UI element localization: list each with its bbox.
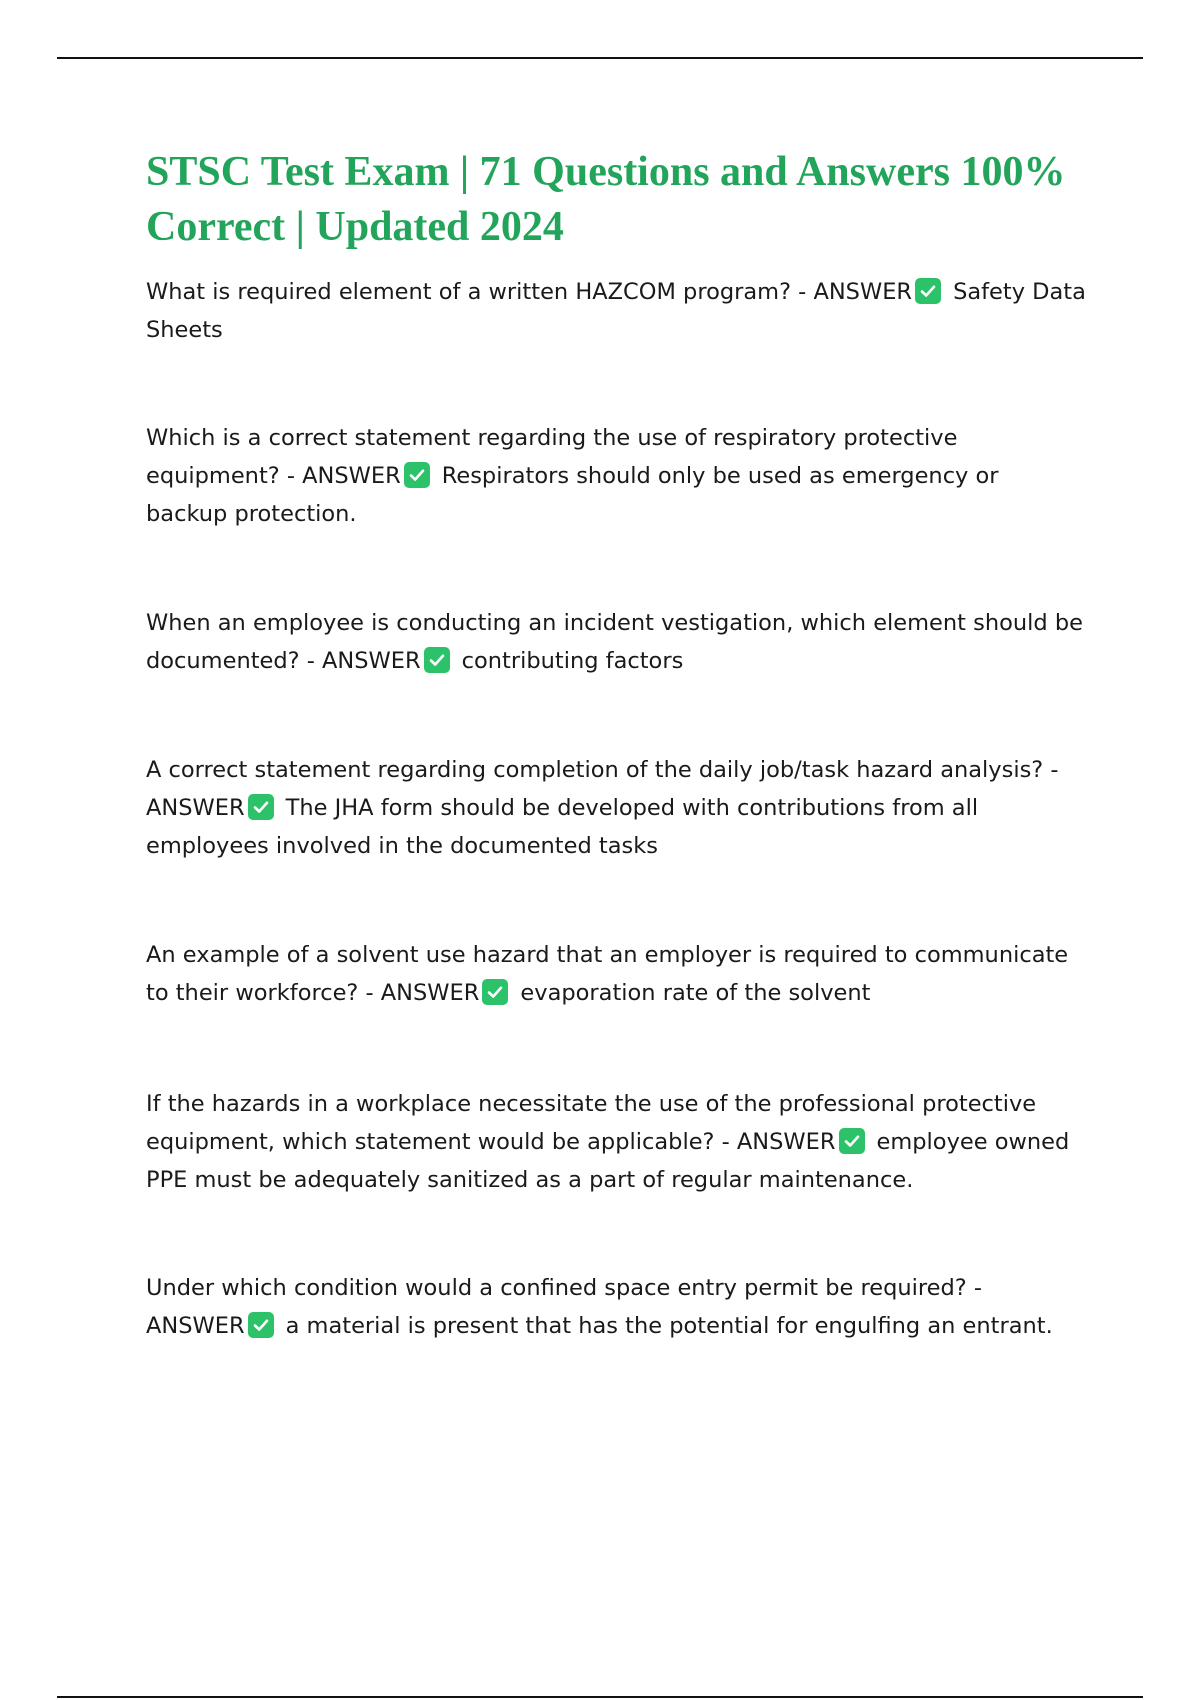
qa-item xyxy=(146,751,1086,865)
question-text: An example of a solvent use hazard that an employer is required to communicate to their workforce? - ANSWER xyxy=(146,942,1069,1006)
question-text: Under which condition would a confined space entry permit be required? - ANSWER xyxy=(146,1275,982,1339)
check-mark-icon xyxy=(248,1312,274,1338)
check-mark-icon xyxy=(915,278,941,304)
question-text: Which is a correct statement regarding the use of respiratory protective equipment? - ANSWER xyxy=(146,425,958,489)
answer-text: evaporation rate of the solvent xyxy=(520,980,871,1006)
answer-text: Respirators should only be used as emergency or backup protection. xyxy=(146,463,999,527)
answer-text: a material is present that has the potential for engulfing an entrant. xyxy=(285,1313,1053,1339)
qa-item xyxy=(146,1269,1086,1345)
answer-text: Safety Data Sheets xyxy=(146,279,1086,343)
check-mark-icon xyxy=(482,979,508,1005)
top-divider xyxy=(57,57,1143,59)
check-mark-icon xyxy=(839,1128,865,1154)
qa-item xyxy=(146,273,1086,349)
check-mark-icon xyxy=(424,647,450,673)
qa-item xyxy=(146,936,1086,1012)
bottom-divider xyxy=(57,1696,1143,1698)
document-title: STSC Test Exam | 71 Questions and Answers 100% Correct | Updated 2024 xyxy=(146,149,1066,250)
answer-text: employee owned PPE must be adequately sanitized as a part of regular maintenance. xyxy=(146,1129,1070,1193)
answer-text: The JHA form should be developed with contributions from all employees involved in the documented tasks xyxy=(146,795,979,859)
question-text: If the hazards in a workplace necessitate the use of the professional protective equipment, which statement would be applicable? - ANSWER xyxy=(146,1091,1037,1155)
qa-item xyxy=(146,419,1086,533)
check-mark-icon xyxy=(248,794,274,820)
qa-item xyxy=(146,604,1086,680)
question-text: When an employee is conducting an incident vestigation, which element should be documented? - ANSWER xyxy=(146,610,1083,674)
question-text: What is required element of a written HAZCOM program? - ANSWER xyxy=(146,279,913,305)
qa-item xyxy=(146,1085,1086,1199)
answer-text: contributing factors xyxy=(461,648,684,674)
question-text: A correct statement regarding completion of the daily job/task hazard analysis? - ANSWER xyxy=(146,757,1059,821)
check-mark-icon xyxy=(404,462,430,488)
